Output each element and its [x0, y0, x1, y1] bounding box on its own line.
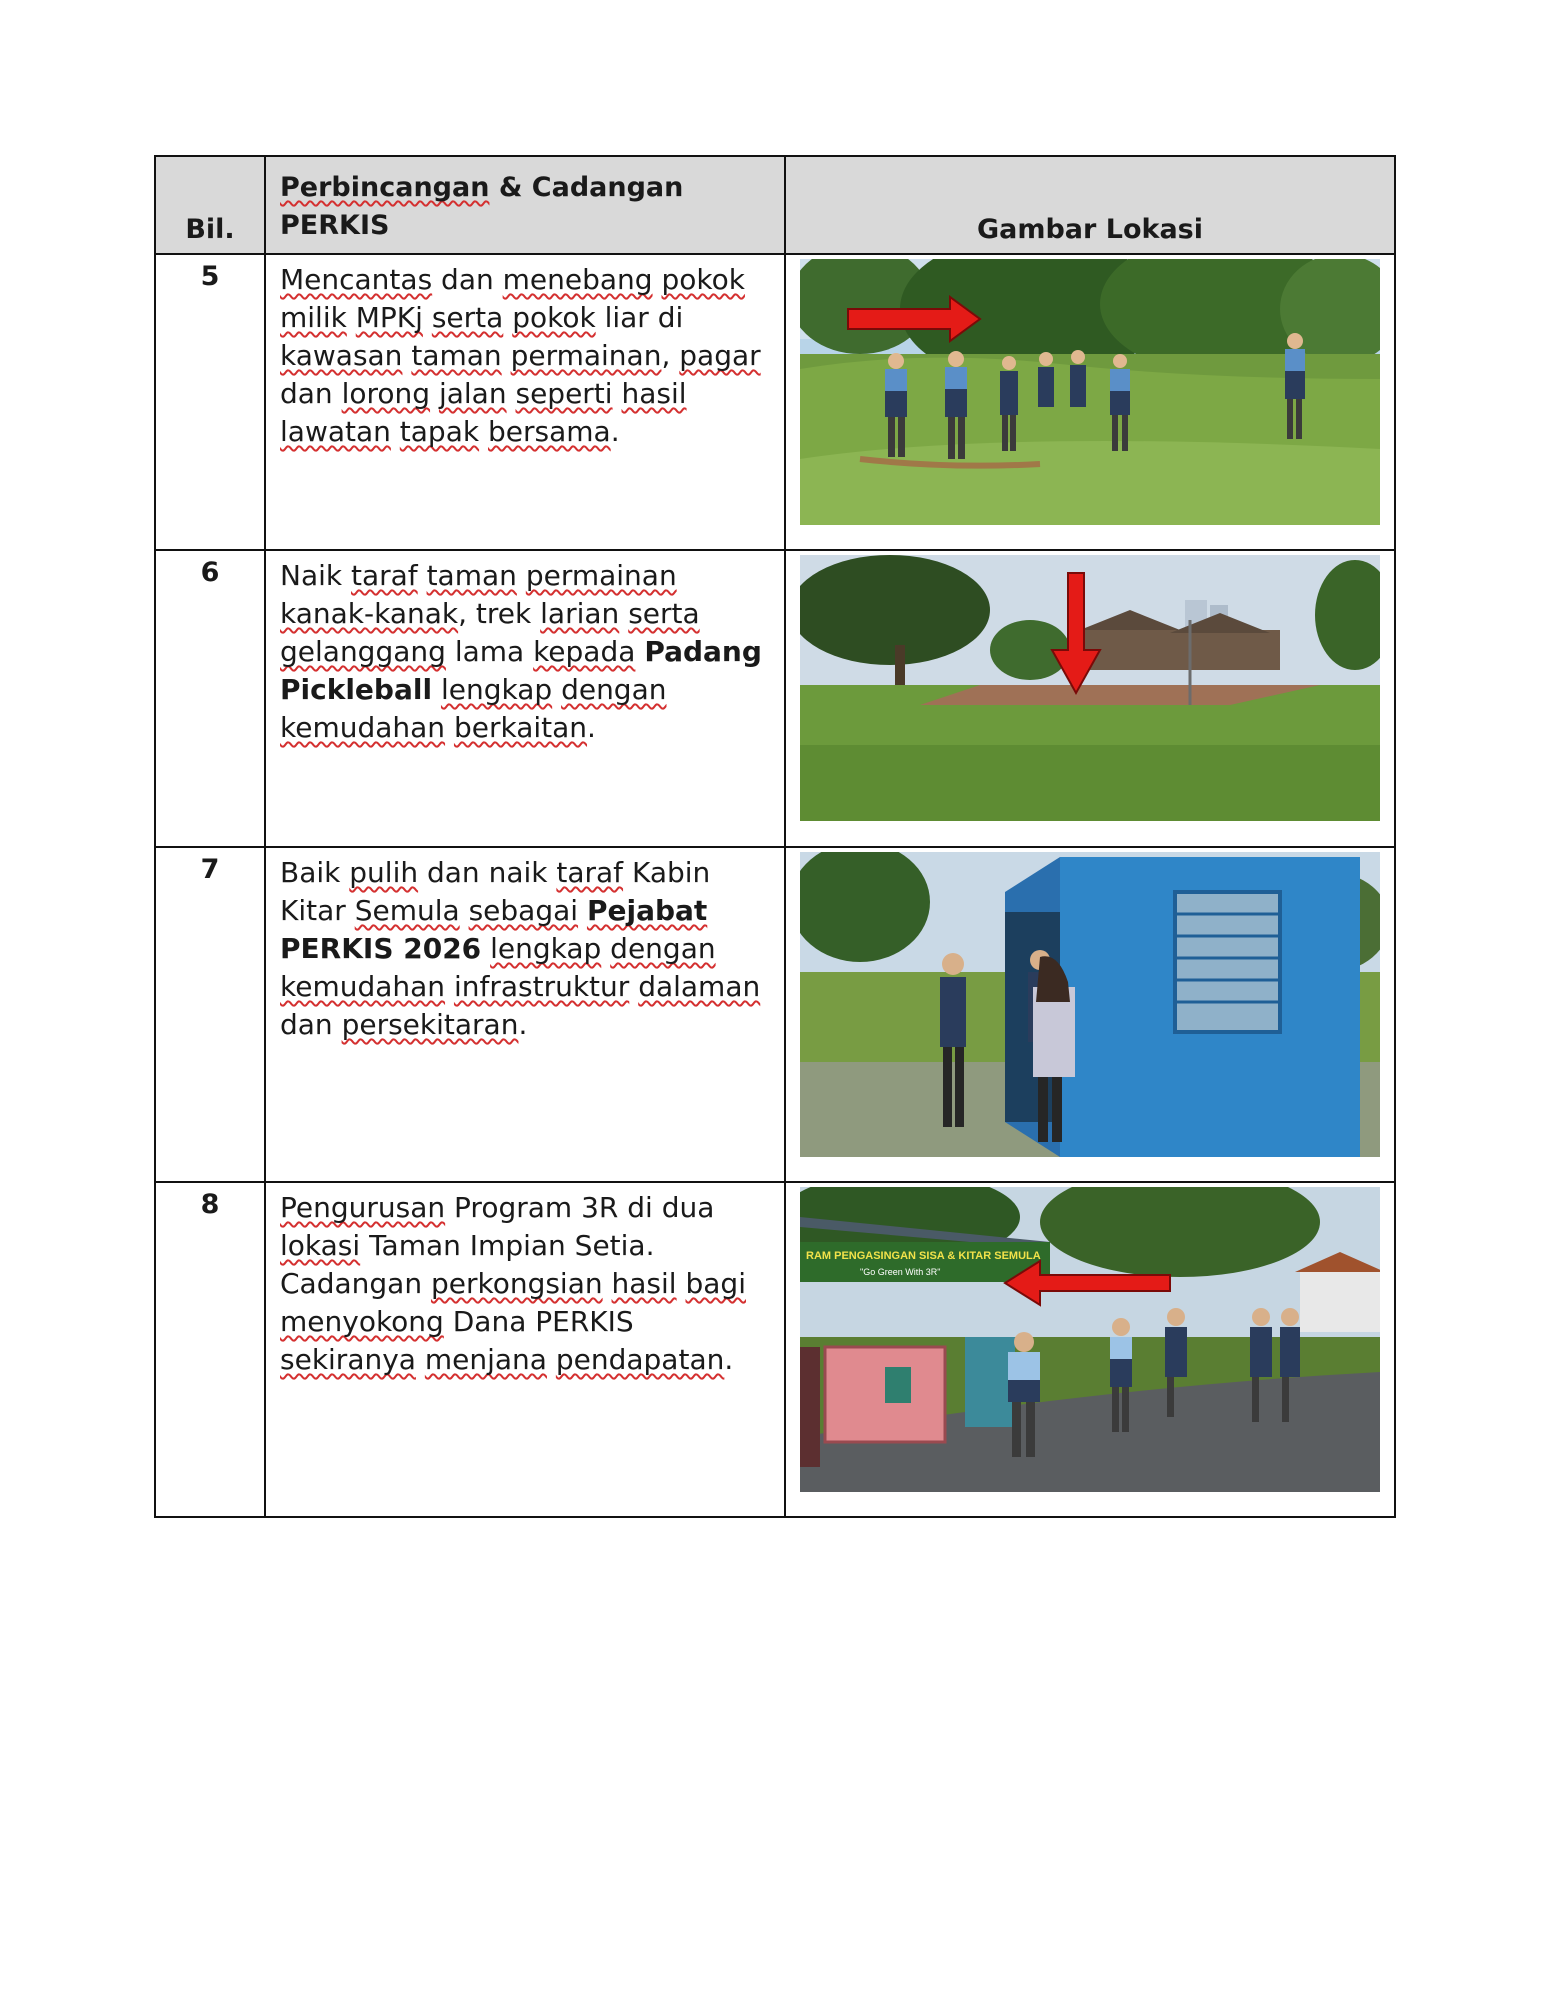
- site-photo-pickleball-court: [800, 555, 1380, 821]
- row-number: 8: [155, 1182, 265, 1517]
- header-bil: Bil.: [155, 156, 265, 254]
- table-row: [155, 847, 1395, 1182]
- site-photo-tree-cutting: [800, 259, 1380, 525]
- site-photo-3r-station: [800, 1187, 1380, 1492]
- table-row: [155, 1182, 1395, 1517]
- header-discussion: Perbincangan & Cadangan PERKIS: [265, 156, 785, 254]
- table-row: [155, 254, 1395, 550]
- row-description: Mencantas dan menebang pokok milik MPKj serta pokok liar di kawasan taman permainan, pagar dan lorong jalan seperti hasil lawatan tapak bersama.: [265, 254, 785, 550]
- row-number: 7: [155, 847, 265, 1182]
- header-location-image: Gambar Lokasi: [785, 156, 1395, 254]
- row-number: 6: [155, 550, 265, 847]
- header-row: [155, 156, 1395, 254]
- perkis-table: [154, 155, 1396, 1518]
- row-description: Naik taraf taman permainan kanak-kanak, trek larian serta gelanggang lama kepada Padang Pickleball lengkap dengan kemudahan berkaitan.: [265, 550, 785, 847]
- site-photo-recycling-cabin: [800, 852, 1380, 1157]
- row-description: Baik pulih dan naik taraf Kabin Kitar Semula sebagai Pejabat PERKIS 2026 lengkap dengan kemudahan infrastruktur dalaman dan persekitaran.: [265, 847, 785, 1182]
- sign-text: RAM PENGASINGAN SISA & KITAR SEMULA: [806, 1250, 1041, 1262]
- row-number: 5: [155, 254, 265, 550]
- sign-subtext: "Go Green With 3R": [860, 1267, 941, 1277]
- table-row: [155, 550, 1395, 847]
- row-description: Pengurusan Program 3R di dua lokasi Taman Impian Setia. Cadangan perkongsian hasil bagi menyokong Dana PERKIS sekiranya menjana pendapatan.: [265, 1182, 785, 1517]
